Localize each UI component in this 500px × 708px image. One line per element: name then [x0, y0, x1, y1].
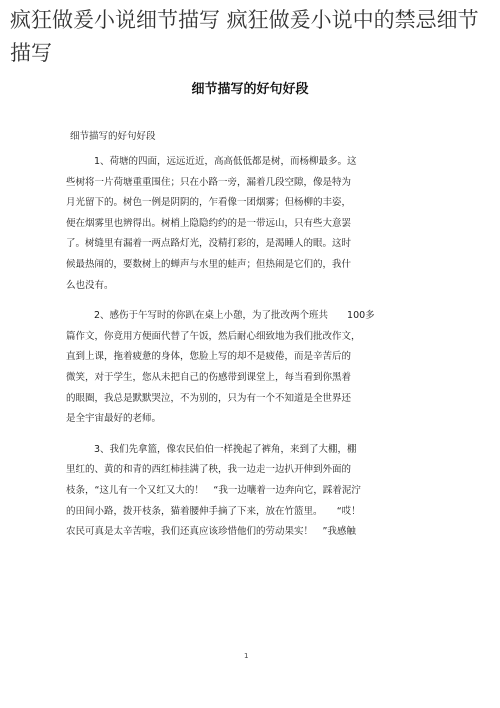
paragraph-2	[66, 306, 438, 430]
text-line: 直到上课，拖着疲惫的身体，您脸上写的却不是疲倦，而是辛苦后的	[66, 351, 352, 363]
text-line: 候最热闹的，要数树上的蝉声与水里的蛙声；但热闹是它们的，我什	[66, 258, 352, 270]
text-line: 的眼圈，我总是默默哭泣，不为别的，只为有一个不知道是全世界还	[66, 392, 352, 404]
paragraph-3	[66, 440, 438, 543]
text-line: 的田间小路，拨开枝条，猫着腰伸手摘了下来，放在竹篮里。 “哎！	[66, 505, 361, 517]
document-title: 细节描写的好句好段	[191, 82, 309, 97]
text-line: 了。树缝里有漏着一两点路灯光，没精打彩的，是渴睡人的眼。这时	[66, 238, 352, 250]
text-line: 微笑，对于学生，您从未把自己的伤感带到课堂上，每当看到你黑着	[66, 371, 352, 383]
page-title: 疯狂做爰小说细节描写 疯狂做爰小说中的禁忌细节描写	[10, 8, 479, 65]
text-line: 1、荷塘的四面，远远近近，高高低低都是树，而杨柳最多。这	[94, 156, 357, 167]
text-line: 便在烟雾里也辨得出。树梢上隐隐约约的是一带远山，只有些大意罢	[66, 217, 352, 229]
text-line: 么也没有。	[66, 279, 114, 291]
text-line: 里红的、黄的和青的西红柿挂满了秧，我一边走一边扒开伸到外面的	[66, 464, 352, 476]
text-line: 月光留下的。树色一例是阴阴的，乍看像一团烟雾；但杨柳的丰姿，	[66, 197, 352, 209]
paragraph-1	[66, 152, 438, 296]
text-line: 些树将一片荷塘重重围住；只在小路一旁，漏着几段空隙，像是特为	[66, 176, 352, 188]
page-number: 1	[244, 652, 249, 660]
document-body	[66, 130, 438, 553]
text-line: 篇作文，你竟用方便面代替了午饭，然后耐心细致地为我们批改作文，	[66, 330, 361, 342]
text-line: 农民可真是太辛苦啦，我们还真应该珍惜他们的劳动果实！ ”我感触	[66, 526, 356, 538]
text-line: 枝条，“这儿有一个又红又大的！ “我一边嚷着一边奔向它，踩着泥泞	[66, 484, 361, 496]
text-line: 是全宇宙最好的老师。	[66, 413, 162, 425]
text-line: 3、我们先拿篮，像农民伯伯一样挽起了裤角，来到了大棚，棚	[94, 443, 357, 455]
text-line: 2、感伤于午写时的你趴在桌上小憩，为了批改两个班共 100多	[94, 310, 375, 322]
document-subheading: 细节描写的好句好段	[70, 131, 156, 142]
